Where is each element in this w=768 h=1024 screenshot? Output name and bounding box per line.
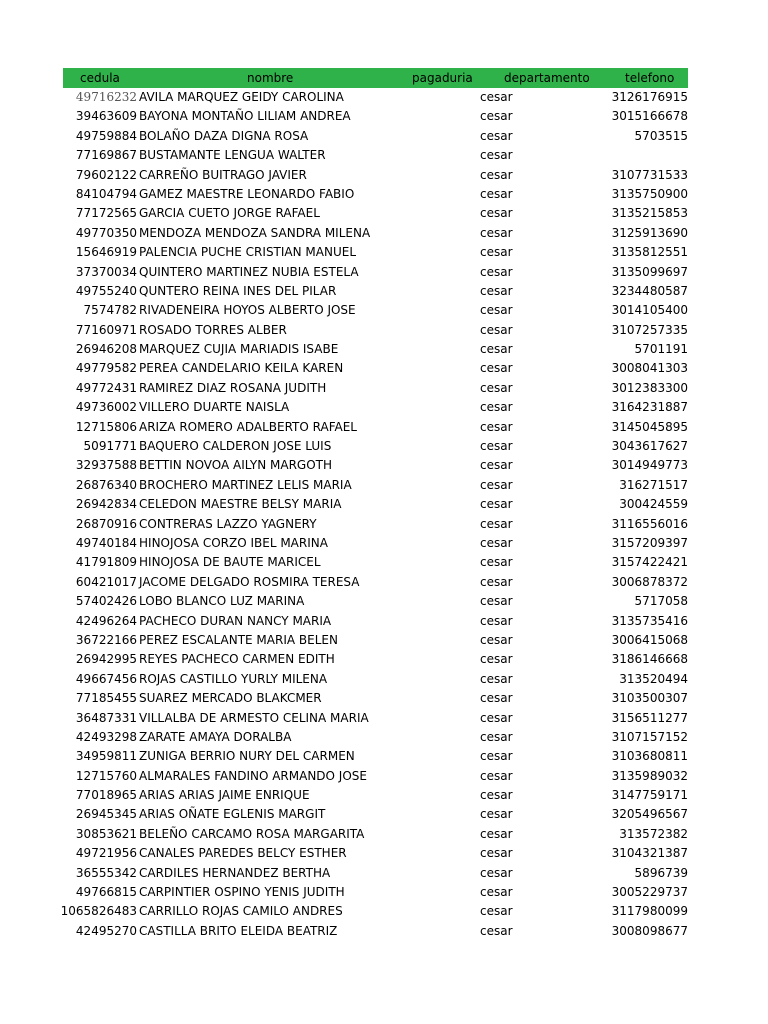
table-row: [63, 922, 688, 941]
cell-departamento[interactable]: cesar: [480, 477, 513, 492]
cell-telefono[interactable]: 3043617627: [611, 439, 688, 454]
cell-nombre[interactable]: CARRILLO ROJAS CAMILO ANDRES: [139, 904, 343, 919]
cell-cedula[interactable]: 77172565: [75, 206, 137, 221]
cell-cedula[interactable]: 26876340: [75, 477, 137, 492]
cell-telefono[interactable]: 3135812551: [611, 245, 688, 260]
cell-departamento[interactable]: cesar: [480, 245, 513, 260]
table-row: [63, 553, 688, 572]
cell-telefono[interactable]: 3126176915: [611, 90, 688, 104]
cell-telefono[interactable]: 3116556016: [611, 516, 688, 531]
cell-nombre[interactable]: HINOJOSA DE BAUTE MARICEL: [139, 555, 321, 570]
cell-nombre[interactable]: SUAREZ MERCADO BLAKCMER: [139, 691, 322, 706]
table-row: [63, 650, 688, 669]
cell-nombre[interactable]: CONTRERAS LAZZO YAGNERY: [139, 516, 317, 531]
cell-cedula[interactable]: 49759884: [75, 128, 137, 143]
table-row: [63, 670, 688, 689]
cell-telefono[interactable]: 3103500307: [611, 691, 688, 706]
cell-departamento[interactable]: cesar: [480, 419, 513, 434]
cell-cedula[interactable]: 34959811: [75, 749, 137, 764]
cell-telefono[interactable]: 313572382: [619, 826, 688, 841]
cell-cedula[interactable]: 77018965: [75, 788, 137, 803]
cell-nombre[interactable]: LOBO BLANCO LUZ MARINA: [139, 594, 305, 609]
cell-telefono[interactable]: 3135735416: [611, 613, 688, 628]
cell-departamento[interactable]: cesar: [480, 128, 513, 143]
cell-cedula[interactable]: 39463609: [75, 109, 137, 124]
cell-departamento[interactable]: cesar: [480, 90, 513, 104]
cell-nombre[interactable]: ROJAS CASTILLO YURLY MILENA: [139, 671, 328, 686]
cell-telefono[interactable]: 3014105400: [611, 303, 688, 318]
cell-telefono[interactable]: 5703515: [634, 128, 688, 143]
cell-cedula[interactable]: 49779582: [75, 361, 137, 376]
cell-cedula[interactable]: 36555342: [75, 865, 137, 880]
cell-telefono[interactable]: 300424559: [619, 497, 688, 512]
header-cedula[interactable]: cedula: [80, 71, 120, 85]
table-row: [63, 825, 688, 844]
cell-cedula[interactable]: 84104794: [75, 186, 137, 201]
cell-telefono[interactable]: 3117980099: [611, 904, 688, 919]
cell-nombre[interactable]: REYES PACHECO CARMEN EDITH: [139, 652, 335, 667]
cell-departamento[interactable]: cesar: [480, 380, 513, 395]
table-row: [63, 515, 688, 534]
cell-nombre[interactable]: ARIZA ROMERO ADALBERTO RAFAEL: [139, 419, 357, 434]
cell-telefono[interactable]: 3147759171: [611, 788, 688, 803]
cell-cedula[interactable]: 36722166: [75, 632, 137, 647]
cell-telefono[interactable]: 5896739: [634, 865, 688, 880]
table-row: [60, 902, 688, 921]
cell-departamento[interactable]: cesar: [480, 439, 513, 454]
table-row: [63, 185, 688, 204]
cell-nombre[interactable]: BETTIN NOVOA AILYN MARGOTH: [139, 458, 333, 473]
table-row: [63, 456, 688, 475]
table-row: [63, 88, 688, 107]
cell-telefono[interactable]: 3135099697: [611, 264, 688, 279]
cell-nombre[interactable]: VILLERO DUARTE NAISLA: [139, 400, 290, 415]
cell-nombre[interactable]: ZUNIGA BERRIO NURY DEL CARMEN: [139, 749, 355, 764]
cell-cedula[interactable]: 49770350: [75, 225, 137, 240]
cell-departamento[interactable]: cesar: [480, 497, 513, 512]
cell-telefono[interactable]: 3135750900: [611, 186, 688, 201]
table-body: [60, 88, 688, 941]
cell-nombre[interactable]: BELEÑO CARCAMO ROSA MARGARITA: [139, 826, 365, 841]
cell-nombre[interactable]: MARQUEZ CUJIA MARIADIS ISABE: [139, 342, 339, 357]
cell-cedula[interactable]: 49740184: [75, 535, 137, 550]
cell-nombre[interactable]: PACHECO DURAN NANCY MARIA: [139, 613, 332, 628]
table-row: [63, 864, 688, 883]
spreadsheet: [60, 68, 688, 941]
cell-telefono[interactable]: 3135215853: [611, 206, 688, 221]
table-row: [63, 534, 688, 553]
table-row: [63, 398, 688, 417]
cell-departamento[interactable]: cesar: [480, 807, 513, 822]
cell-cedula[interactable]: 42495270: [75, 923, 137, 938]
cell-departamento[interactable]: cesar: [480, 710, 513, 725]
cell-nombre[interactable]: ARIAS OÑATE EGLENIS MARGIT: [139, 807, 326, 822]
cell-cedula[interactable]: 30853621: [75, 826, 137, 841]
cell-nombre[interactable]: ALMARALES FANDINO ARMANDO JOSE: [139, 768, 367, 783]
table-row: [63, 747, 688, 766]
table-row: [63, 379, 688, 398]
table-row: [63, 709, 688, 728]
table-row: [63, 631, 688, 650]
cell-departamento[interactable]: cesar: [480, 206, 513, 221]
cell-nombre[interactable]: AVILA MARQUEZ GEIDY CAROLINA: [139, 90, 344, 104]
table-row: [63, 437, 688, 456]
cell-departamento[interactable]: cesar: [480, 342, 513, 357]
cell-departamento[interactable]: cesar: [480, 322, 513, 337]
cell-cedula[interactable]: 37370034: [75, 264, 137, 279]
cell-nombre[interactable]: BAYONA MONTAÑO LILIAM ANDREA: [139, 109, 351, 124]
cell-departamento[interactable]: cesar: [480, 594, 513, 609]
table-row: [63, 689, 688, 708]
cell-telefono[interactable]: 3157422421: [611, 555, 688, 570]
cell-departamento[interactable]: cesar: [480, 904, 513, 919]
cell-departamento[interactable]: cesar: [480, 574, 513, 589]
cell-telefono[interactable]: 313520494: [619, 671, 688, 686]
cell-telefono[interactable]: 5717058: [634, 594, 688, 609]
cell-nombre[interactable]: ZARATE AMAYA DORALBA: [139, 729, 292, 744]
cell-cedula[interactable]: 77185455: [75, 691, 137, 706]
cell-departamento[interactable]: cesar: [480, 303, 513, 318]
cell-cedula[interactable]: 1065826483: [60, 904, 137, 919]
cell-cedula[interactable]: 26942995: [75, 652, 137, 667]
cell-nombre[interactable]: MENDOZA MENDOZA SANDRA MILENA: [139, 225, 371, 240]
cell-cedula[interactable]: 77160971: [75, 322, 137, 337]
cell-nombre[interactable]: VILLALBA DE ARMESTO CELINA MARIA: [139, 710, 369, 725]
cell-telefono[interactable]: 3157209397: [611, 535, 688, 550]
cell-nombre[interactable]: CARREÑO BUITRAGO JAVIER: [139, 167, 307, 182]
table-row: [63, 204, 688, 223]
table-row: [63, 786, 688, 805]
cell-departamento[interactable]: cesar: [480, 264, 513, 279]
table-row: [63, 612, 688, 631]
cell-telefono[interactable]: 316271517: [619, 477, 688, 492]
cell-nombre[interactable]: RIVADENEIRA HOYOS ALBERTO JOSE: [139, 303, 356, 318]
cell-cedula[interactable]: 42493298: [75, 729, 137, 744]
cell-nombre[interactable]: QUNTERO REINA INES DEL PILAR: [139, 283, 337, 298]
cell-cedula[interactable]: 36487331: [75, 710, 137, 725]
cell-telefono[interactable]: 5701191: [634, 342, 688, 357]
cell-nombre[interactable]: PALENCIA PUCHE CRISTIAN MANUEL: [139, 245, 357, 260]
cell-nombre[interactable]: ROSADO TORRES ALBER: [139, 322, 287, 337]
cell-nombre[interactable]: BAQUERO CALDERON JOSE LUIS: [139, 439, 332, 454]
cell-cedula[interactable]: 41791809: [75, 555, 137, 570]
table-row: [63, 263, 688, 282]
cell-telefono[interactable]: 3234480587: [611, 283, 688, 298]
cell-departamento[interactable]: cesar: [480, 283, 513, 298]
table-row: [63, 476, 688, 495]
cell-cedula[interactable]: 12715760: [75, 768, 137, 783]
cell-departamento[interactable]: cesar: [480, 846, 513, 861]
cell-departamento[interactable]: cesar: [480, 632, 513, 647]
table-row: [63, 767, 688, 786]
cell-cedula[interactable]: 26870916: [75, 516, 137, 531]
cell-telefono[interactable]: 3006878372: [611, 574, 688, 589]
cell-departamento[interactable]: cesar: [480, 109, 513, 124]
cell-telefono[interactable]: 3107257335: [611, 322, 688, 337]
header-pagaduria[interactable]: pagaduria: [412, 71, 473, 85]
header-departamento[interactable]: departamento: [504, 71, 590, 85]
cell-telefono[interactable]: 3125913690: [611, 225, 688, 240]
table-row: [63, 224, 688, 243]
table-row: [63, 592, 688, 611]
table-row: [63, 107, 688, 126]
cell-cedula[interactable]: 26946208: [75, 342, 137, 357]
cell-nombre[interactable]: PEREZ ESCALANTE MARIA BELEN: [139, 632, 338, 647]
cell-nombre[interactable]: QUINTERO MARTINEZ NUBIA ESTELA: [139, 264, 359, 279]
table-row: [63, 166, 688, 185]
cell-cedula[interactable]: 49772431: [75, 380, 137, 395]
cell-departamento[interactable]: cesar: [480, 535, 513, 550]
cell-nombre[interactable]: CARPINTIER OSPINO YENIS JUDITH: [139, 885, 345, 900]
cell-departamento[interactable]: cesar: [480, 826, 513, 841]
cell-departamento[interactable]: cesar: [480, 361, 513, 376]
table-row: [63, 340, 688, 359]
cell-cedula[interactable]: 49716232: [75, 90, 137, 104]
table-row: [63, 883, 688, 902]
cell-cedula[interactable]: 49736002: [75, 400, 137, 415]
cell-telefono[interactable]: 3145045895: [611, 419, 688, 434]
cell-departamento[interactable]: cesar: [480, 167, 513, 182]
cell-cedula[interactable]: 49766815: [75, 885, 137, 900]
table-row: [63, 321, 688, 340]
cell-nombre[interactable]: CARDILES HERNANDEZ BERTHA: [139, 865, 331, 880]
cell-cedula[interactable]: 15646919: [75, 245, 137, 260]
cell-cedula[interactable]: 12715806: [75, 419, 137, 434]
cell-nombre[interactable]: GARCIA CUETO JORGE RAFAEL: [139, 206, 320, 221]
cell-nombre[interactable]: ARIAS ARIAS JAIME ENRIQUE: [139, 788, 310, 803]
cell-telefono[interactable]: 3005229737: [611, 885, 688, 900]
cell-telefono[interactable]: 3103680811: [611, 749, 688, 764]
table-row: [63, 282, 688, 301]
cell-cedula[interactable]: 26942834: [75, 497, 137, 512]
cell-departamento[interactable]: cesar: [480, 768, 513, 783]
cell-nombre[interactable]: PEREA CANDELARIO KEILA KAREN: [139, 361, 344, 376]
cell-telefono[interactable]: 3015166678: [611, 109, 688, 124]
cell-departamento[interactable]: cesar: [480, 400, 513, 415]
cell-departamento[interactable]: cesar: [480, 865, 513, 880]
cell-nombre[interactable]: CELEDON MAESTRE BELSY MARIA: [139, 497, 342, 512]
header-telefono[interactable]: telefono: [625, 71, 675, 85]
cell-departamento[interactable]: cesar: [480, 652, 513, 667]
cell-departamento[interactable]: cesar: [480, 555, 513, 570]
table-row: [63, 359, 688, 378]
cell-departamento[interactable]: cesar: [480, 148, 513, 163]
cell-nombre[interactable]: BROCHERO MARTINEZ LELIS MARIA: [139, 477, 352, 492]
cell-cedula[interactable]: 49667456: [75, 671, 137, 686]
table-row: [63, 301, 688, 320]
table-row: [63, 127, 688, 146]
cell-telefono[interactable]: 3014949773: [611, 458, 688, 473]
cell-departamento[interactable]: cesar: [480, 186, 513, 201]
cell-departamento[interactable]: cesar: [480, 691, 513, 706]
cell-nombre[interactable]: JACOME DELGADO ROSMIRA TERESA: [139, 574, 360, 589]
table-row: [63, 243, 688, 262]
cell-cedula[interactable]: 79602122: [75, 167, 137, 182]
cell-cedula[interactable]: 77169867: [75, 148, 137, 163]
cell-departamento[interactable]: cesar: [480, 613, 513, 628]
table-row: [63, 844, 688, 863]
table-row: [63, 418, 688, 437]
cell-cedula[interactable]: 26945345: [75, 807, 137, 822]
cell-departamento[interactable]: cesar: [480, 923, 513, 938]
cell-telefono[interactable]: 3107157152: [611, 729, 688, 744]
cell-cedula[interactable]: 49721956: [75, 846, 137, 861]
cell-telefono[interactable]: 3107731533: [611, 167, 688, 182]
cell-departamento[interactable]: cesar: [480, 671, 513, 686]
cell-telefono[interactable]: 3008098677: [611, 923, 688, 938]
table-row: [63, 728, 688, 747]
cell-nombre[interactable]: CANALES PAREDES BELCY ESTHER: [139, 846, 347, 861]
cell-cedula[interactable]: 32937588: [75, 458, 137, 473]
cell-cedula[interactable]: 42496264: [75, 613, 137, 628]
cell-cedula[interactable]: 49755240: [75, 283, 137, 298]
cell-departamento[interactable]: cesar: [480, 885, 513, 900]
cell-telefono[interactable]: 3006415068: [611, 632, 688, 647]
cell-nombre[interactable]: BOLAÑO DAZA DIGNA ROSA: [139, 128, 309, 143]
header-row: [63, 68, 688, 88]
cell-telefono[interactable]: 3135989032: [611, 768, 688, 783]
table-row: [63, 495, 688, 514]
table-row: [63, 146, 688, 165]
cell-cedula[interactable]: 57402426: [75, 594, 137, 609]
cell-cedula[interactable]: 5091771: [83, 439, 137, 454]
cell-telefono[interactable]: 3156511277: [611, 710, 688, 725]
cell-departamento[interactable]: cesar: [480, 516, 513, 531]
cell-departamento[interactable]: cesar: [480, 729, 513, 744]
table-row: [63, 573, 688, 592]
header-nombre[interactable]: nombre: [247, 71, 294, 85]
cell-nombre[interactable]: RAMIREZ DIAZ ROSANA JUDITH: [139, 380, 327, 395]
cell-departamento[interactable]: cesar: [480, 788, 513, 803]
cell-nombre[interactable]: CASTILLA BRITO ELEIDA BEATRIZ: [139, 923, 338, 938]
cell-telefono[interactable]: 3164231887: [611, 400, 688, 415]
cell-telefono[interactable]: 3104321387: [611, 846, 688, 861]
cell-cedula[interactable]: 60421017: [75, 574, 137, 589]
table-row: [63, 805, 688, 824]
cell-nombre[interactable]: BUSTAMANTE LENGUA WALTER: [139, 148, 326, 163]
cell-telefono[interactable]: 3205496567: [611, 807, 688, 822]
cell-telefono[interactable]: 3008041303: [611, 361, 688, 376]
cell-telefono[interactable]: 3186146668: [611, 652, 688, 667]
cell-departamento[interactable]: cesar: [480, 225, 513, 240]
cell-departamento[interactable]: cesar: [480, 458, 513, 473]
cell-departamento[interactable]: cesar: [480, 749, 513, 764]
cell-nombre[interactable]: GAMEZ MAESTRE LEONARDO FABIO: [139, 186, 355, 201]
cell-telefono[interactable]: 3012383300: [611, 380, 688, 395]
cell-nombre[interactable]: HINOJOSA CORZO IBEL MARINA: [139, 535, 328, 550]
cell-cedula[interactable]: 7574782: [83, 303, 137, 318]
